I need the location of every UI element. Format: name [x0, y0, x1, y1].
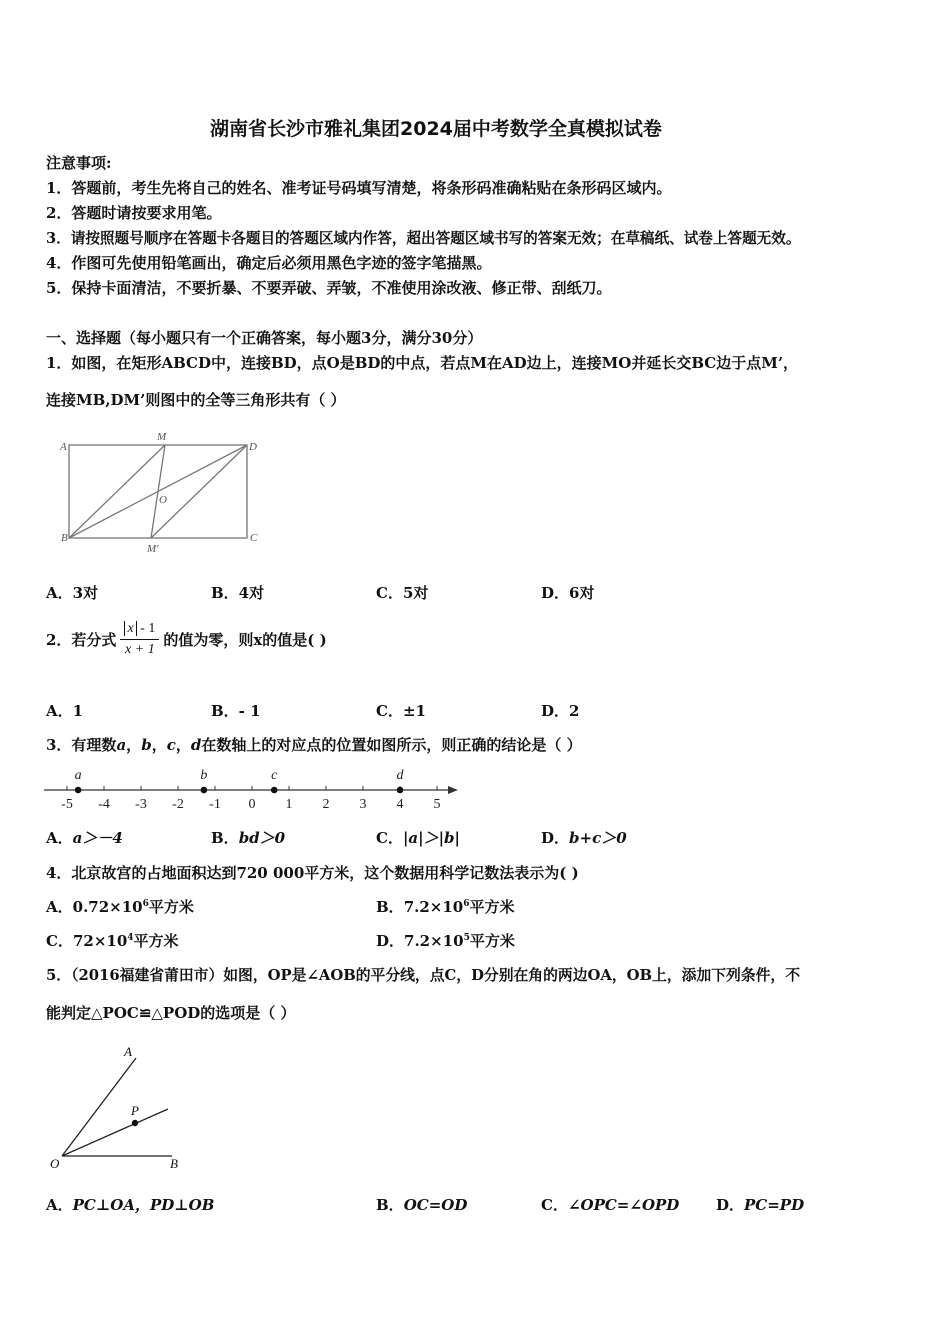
abs-x: x	[124, 621, 136, 636]
option-base: 0.72×10	[72, 898, 143, 916]
q4-option-b	[376, 896, 515, 917]
q3-text-post: 在数轴上的对应点的位置如图所示，则正确的结论是（ ）	[201, 736, 582, 754]
notice-heading: 注意事项:	[46, 154, 112, 172]
q1-option-b: B．4对	[211, 584, 265, 602]
question-2-suffix: 的值为零，则x的值是( )	[163, 630, 327, 649]
q2-option-c: C．±1	[376, 702, 426, 720]
ray-op	[62, 1109, 168, 1156]
option-letter: D．	[541, 829, 570, 847]
label-m: M	[157, 431, 167, 443]
option-expr: PC=PD	[744, 1196, 805, 1214]
option-letter: D．	[716, 1196, 745, 1214]
point-label-d: d	[396, 768, 404, 783]
q2-option-b: B．- 1	[211, 702, 261, 720]
fraction-numerator	[120, 621, 159, 640]
section-heading: 一、选择题（每小题只有一个正确答案，每小题3分，满分30分）	[46, 329, 483, 347]
q5-option-d	[716, 1194, 804, 1215]
axis-tick-label: -4	[98, 797, 110, 812]
axis-tick-label: -1	[209, 797, 221, 812]
point-label-b: b	[200, 768, 208, 783]
option-exponent: 4	[127, 933, 134, 943]
option-expr: OC=OD	[403, 1196, 468, 1214]
label-a: A	[60, 441, 67, 453]
var-c: c	[166, 736, 176, 754]
numerator-rest: - 1	[140, 620, 156, 636]
notice-item: 2．答题时请按要求用笔。	[46, 204, 222, 222]
axis-tick-label: -5	[61, 797, 73, 812]
label-d: D	[249, 441, 257, 453]
option-letter: C．	[376, 829, 403, 847]
label-b: B	[170, 1156, 178, 1171]
segment-mm	[151, 445, 165, 538]
point-label-c: c	[271, 768, 278, 783]
axis-tick-label: 2	[322, 797, 330, 812]
option-expr: PC⊥OA，PD⊥OB	[72, 1196, 215, 1214]
q1-option-a: A．3对	[46, 584, 99, 602]
option-exponent: 6	[463, 899, 470, 909]
question-5-line2: 能判定△POC≌△POD的选项是（ ）	[46, 1004, 296, 1022]
var-d: d	[190, 736, 202, 754]
segment-dm	[151, 445, 247, 538]
q2-option-d: D．2	[541, 702, 580, 720]
q3-option-d	[541, 827, 627, 848]
notice-item: 3．请按照题号顺序在答题卡各题目的答题区域内作答，超出答题区域书写的答案无效；在草稿纸、试卷上答题无效。	[46, 230, 801, 247]
q5-option-b	[376, 1194, 467, 1215]
option-letter: B．	[376, 898, 404, 916]
option-base: 7.2×10	[403, 898, 464, 916]
option-exponent: 6	[142, 899, 149, 909]
q4-option-d	[376, 930, 515, 951]
option-base: 7.2×10	[404, 932, 464, 950]
question-2	[46, 616, 327, 662]
point-a	[75, 787, 82, 794]
notice-item: 4．作图可先使用铅笔画出，确定后必须用黑色字迹的签字笔描黑。	[46, 254, 492, 272]
ray-oa	[62, 1058, 136, 1156]
axis-tick-label: 4	[396, 797, 404, 812]
point-label-a: a	[74, 768, 82, 783]
option-unit: 平方米	[469, 932, 515, 950]
option-unit: 平方米	[469, 898, 515, 916]
notice-item: 5．保持卡面清洁，不要折暴、不要弄破、弄皱，不准使用涂改液、修正带、刮纸刀。	[46, 279, 612, 297]
rectangle-figure	[55, 428, 275, 558]
question-5-line1: 5．（2016福建省莆田市）如图，OP是∠AOB的平分线，点C，D分别在角的两边OA，OB上，添加下列条件，不	[46, 967, 801, 984]
axis-tick-label: -2	[172, 797, 184, 812]
q1-option-c: C．5对	[376, 584, 429, 602]
label-c: C	[250, 532, 258, 544]
var-a: a	[116, 736, 127, 754]
label-p: P	[131, 1103, 139, 1118]
option-letter: C．	[541, 1196, 568, 1214]
label-o: O	[159, 494, 167, 506]
q2-option-a: A．1	[46, 702, 84, 720]
axis-arrow	[448, 786, 458, 794]
option-expr: |a|＞|b|	[402, 829, 460, 847]
option-expr: a＞－4	[72, 829, 123, 847]
question-4: 4．北京故宫的占地面积达到720 000平方米，这个数据用科学记数法表示为( )	[46, 864, 579, 882]
axis-tick-label: 1	[285, 797, 293, 812]
q5-option-a	[46, 1194, 214, 1215]
q3-option-a	[46, 827, 123, 848]
notice-item: 1．答题前，考生先将自己的姓名、准考证号码填写清楚，将条形码准确粘贴在条形码区域内。	[46, 179, 672, 197]
segment-mb	[69, 445, 165, 538]
question-1-line2: 连接MB,DM’则图中的全等三角形共有（ ）	[46, 391, 346, 409]
q3-text-pre: 3．有理数	[46, 736, 117, 754]
q3-option-b	[211, 827, 285, 848]
number-line	[40, 760, 470, 815]
label-m-prime: M'	[147, 543, 159, 555]
point-b	[201, 787, 208, 794]
angle-figure	[44, 1040, 194, 1175]
point-p	[132, 1120, 138, 1126]
question-3: 3．有理数a，b，c，d在数轴上的对应点的位置如图所示，则正确的结论是（ ）	[46, 736, 582, 754]
option-expr: b+c＞0	[569, 829, 627, 847]
label-b: B	[61, 532, 68, 544]
fraction	[120, 621, 159, 658]
option-letter: A．	[46, 829, 73, 847]
axis-tick-label: 5	[433, 797, 441, 812]
question-2-prefix: 2．若分式	[46, 630, 117, 649]
option-exponent: 5	[463, 933, 470, 943]
q5-option-c	[541, 1194, 679, 1215]
option-unit: 平方米	[148, 898, 194, 916]
axis-tick-label: -3	[135, 797, 147, 812]
point-c	[271, 787, 278, 794]
var-b: b	[141, 736, 152, 754]
point-d	[397, 787, 404, 794]
fraction-denominator: x + 1	[125, 641, 155, 657]
option-base: 72×10	[72, 932, 128, 950]
q4-option-c	[46, 930, 179, 951]
option-letter: A．	[46, 1196, 73, 1214]
option-expr: ∠OPC=∠OPD	[567, 1196, 680, 1214]
q1-option-d: D．6对	[541, 584, 595, 602]
axis-tick-label: 3	[359, 797, 367, 812]
page-title: 湖南省长沙市雅礼集团2024届中考数学全真模拟试卷	[210, 118, 662, 140]
option-letter: D．	[376, 932, 405, 950]
option-letter: C．	[46, 932, 73, 950]
q3-option-c	[376, 827, 460, 848]
option-letter: B．	[211, 829, 239, 847]
option-unit: 平方米	[133, 932, 179, 950]
option-expr: bd＞0	[238, 829, 286, 847]
question-1-line1: 1．如图，在矩形ABCD中，连接BD，点O是BD的中点，若点M在AD边上，连接MO并延长交BC边于点M’，	[46, 354, 799, 372]
option-letter: B．	[376, 1196, 404, 1214]
axis-tick-label: 0	[248, 797, 256, 812]
label-a: A	[124, 1044, 132, 1059]
q4-option-a	[46, 896, 194, 917]
label-o: O	[50, 1156, 60, 1171]
option-letter: A．	[46, 898, 73, 916]
